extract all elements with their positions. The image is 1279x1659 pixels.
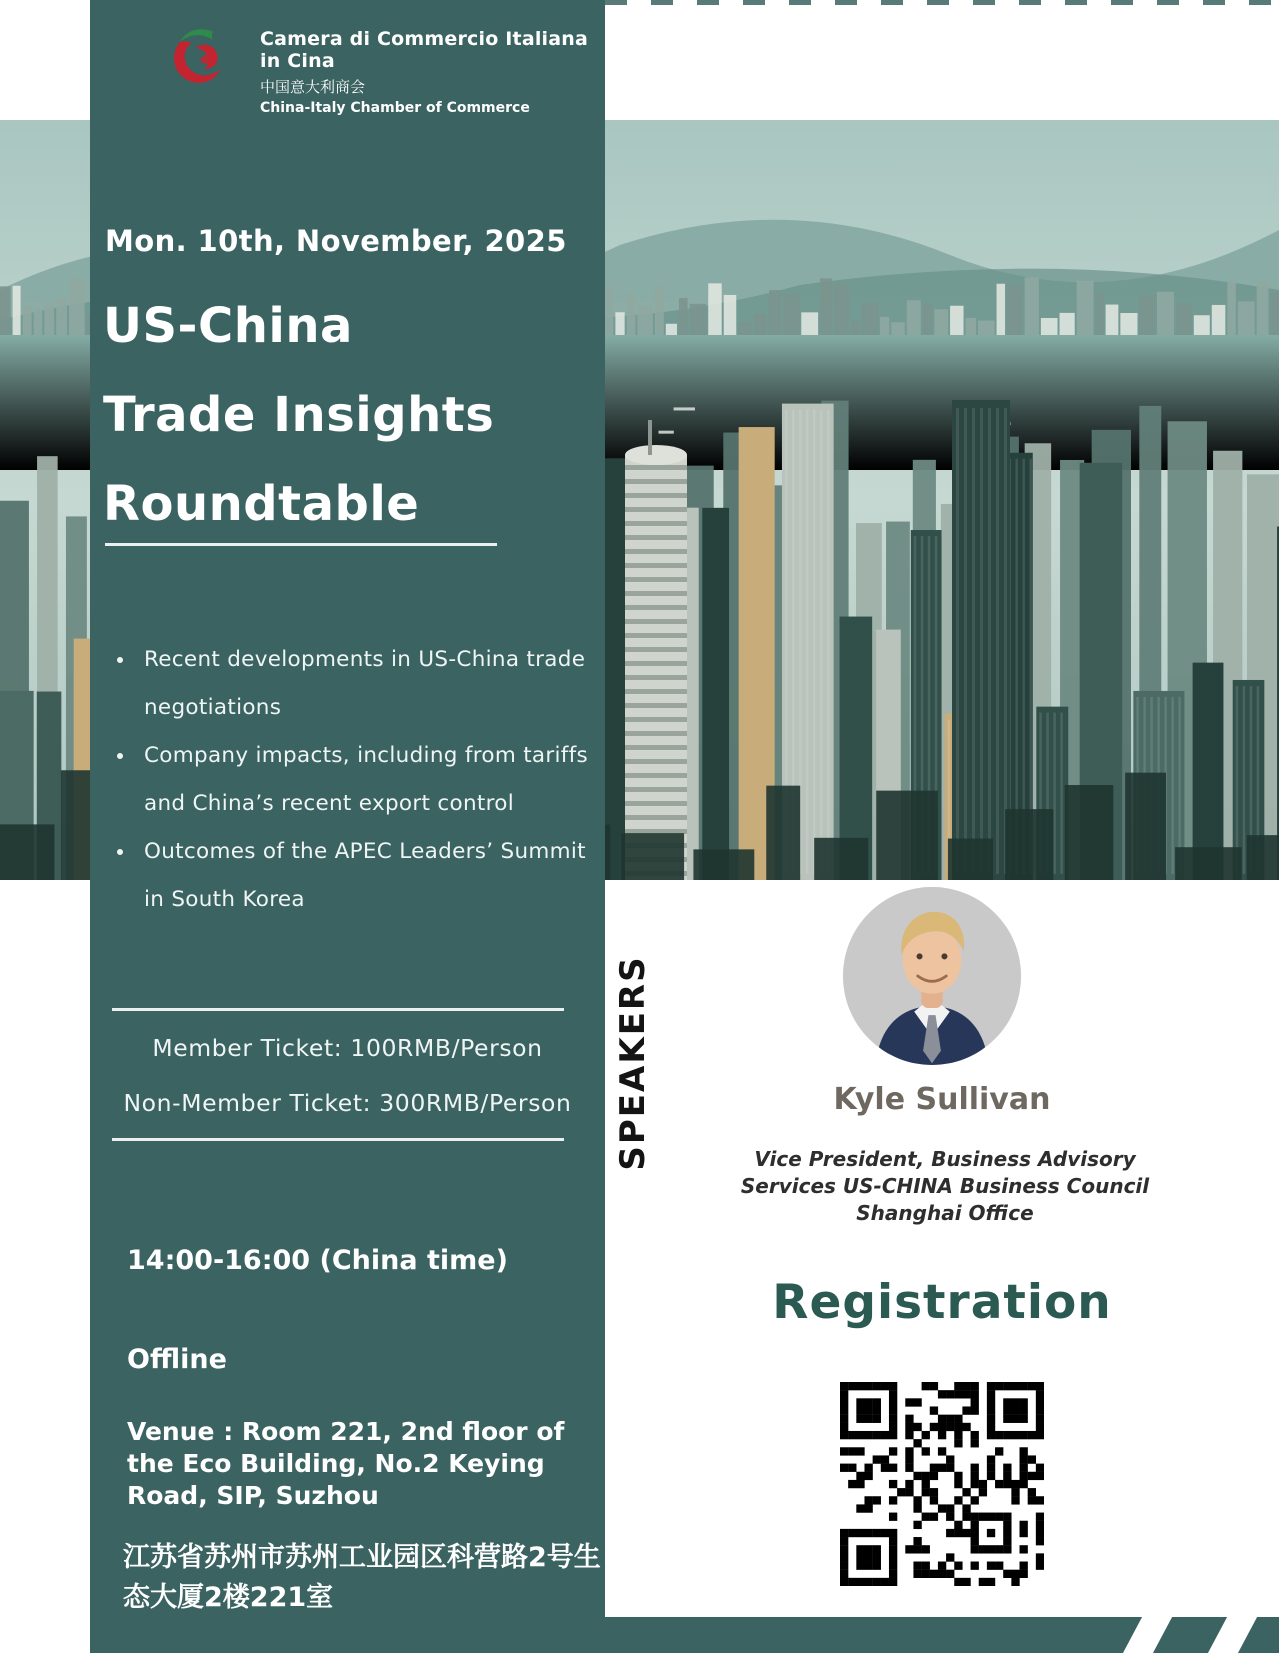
speaker-title-line: Vice President, Business Advisory: [754, 1147, 1136, 1171]
brand-block: [260, 28, 600, 116]
ticket-nonmember: Non-Member Ticket: 300RMB/Person: [123, 1089, 572, 1117]
brand-name-en: China-Italy Chamber of Commerce: [260, 100, 530, 116]
speaker-title: [685, 1146, 1205, 1227]
divider: [112, 1138, 564, 1141]
event-title-line: Trade Insights: [103, 387, 495, 443]
event-time: 14:00-16:00 (China time): [127, 1245, 508, 1276]
speaker-title-line: Shanghai Office: [856, 1201, 1034, 1225]
registration-heading: Registration: [772, 1275, 1112, 1330]
speaker-title-line: Services US-CHINA Business Council: [740, 1174, 1150, 1198]
speakers-section-label: SPEAKERS: [613, 955, 653, 1171]
speaker-photo: [843, 887, 1021, 1065]
event-date: Mon. 10th, November, 2025: [105, 224, 567, 258]
ribbon-slash: [1120, 1613, 1174, 1659]
qr-code: [840, 1382, 1044, 1586]
topic-item: • Recent developments in US-China trade negotiations: [136, 636, 602, 732]
speakers-panel: [605, 880, 1279, 1617]
ticket-member: Member Ticket: 100RMB/Person: [152, 1034, 543, 1062]
topics-list: [112, 636, 602, 924]
topic-item: • Company impacts, including from tariffs and China’s recent export control: [136, 732, 602, 828]
event-title: [103, 282, 494, 549]
dashed-top-border: [605, 0, 1279, 5]
chamber-logo-icon: [166, 26, 240, 88]
speaker-name: Kyle Sullivan: [833, 1082, 1051, 1117]
event-info-panel: [90, 0, 605, 1653]
speaker-portrait: [843, 887, 1021, 1065]
event-title-line: Roundtable: [103, 476, 420, 532]
divider: [112, 1008, 564, 1011]
divider: [105, 543, 497, 546]
topic-item: • Outcomes of the APEC Leaders’ Summit in South Korea: [136, 828, 602, 924]
venue-address-en: Venue : Room 221, 2nd floor of the Eco Building, No.2 Keying Road, SIP, Suzhou: [127, 1417, 565, 1510]
event-title-line: US-China: [103, 298, 353, 354]
brand-name-cn: 中国意大利商会: [260, 78, 366, 96]
event-mode: Offline: [127, 1344, 227, 1375]
venue-address-cn: 江苏省苏州市苏州工业园区科营路2号生态大厦2楼221室: [123, 1542, 601, 1613]
brand-name-it: Camera di Commercio Italiana in Cina: [260, 28, 589, 72]
ribbon-slash: [1205, 1613, 1259, 1659]
